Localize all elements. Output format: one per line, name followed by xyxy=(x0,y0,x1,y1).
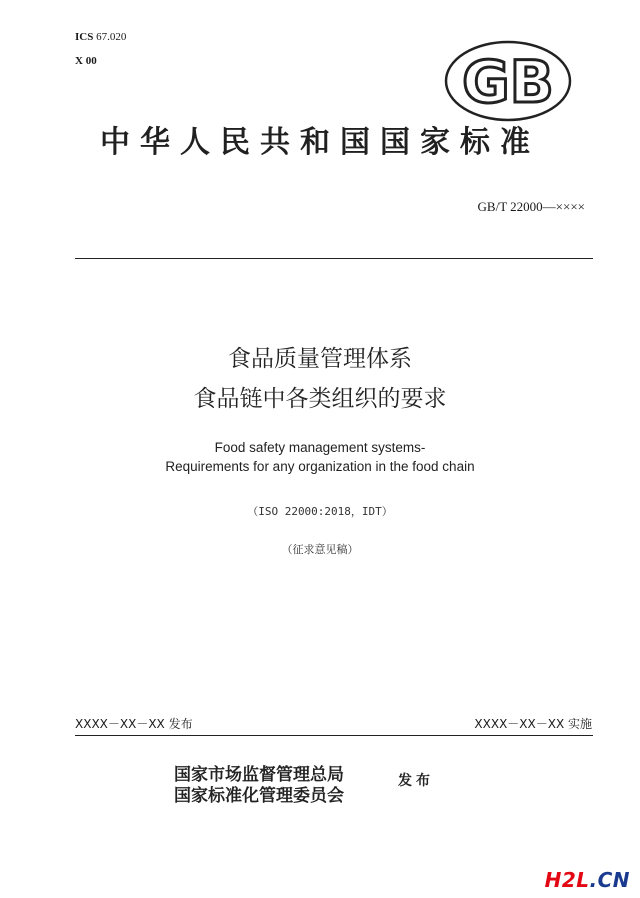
watermark-part-b: .CN xyxy=(589,868,630,892)
issuer-line2: 国家标准化管理委员会 xyxy=(174,786,344,806)
watermark-part-a: H2L xyxy=(544,868,590,892)
top-divider xyxy=(75,258,593,259)
ics-value: 67.020 xyxy=(96,31,127,43)
title-en-line2: Requirements for any organization in the food chain xyxy=(165,459,475,474)
watermark xyxy=(545,868,630,892)
bottom-divider xyxy=(75,735,593,736)
standard-number: GB/T 22000—×××× xyxy=(477,199,585,214)
issue-label: 发布 xyxy=(398,773,434,789)
title-cn-line2: 食品链中各类组织的要求 xyxy=(193,386,447,412)
iso-reference: （ISO 22000:2018，IDT） xyxy=(247,505,393,518)
standard-title: 中华人民共和国国家标准 xyxy=(100,125,540,160)
ics-label: ICS xyxy=(75,31,94,43)
gb-logo xyxy=(444,40,572,122)
gb-logo-text: GB xyxy=(462,48,554,116)
classification-code: X 00 xyxy=(75,55,97,67)
title-cn-line1: 食品质量管理体系 xyxy=(228,346,412,372)
draft-status: （征求意见稿） xyxy=(281,543,359,556)
implement-date: XXXX－XX－XX 实施 xyxy=(474,717,592,731)
ics-code xyxy=(75,31,126,43)
title-en-line1: Food safety management systems- xyxy=(214,440,426,455)
issuer-line1: 国家市场监督管理总局 xyxy=(174,765,344,785)
publish-date: XXXX－XX－XX 发布 xyxy=(75,717,193,731)
